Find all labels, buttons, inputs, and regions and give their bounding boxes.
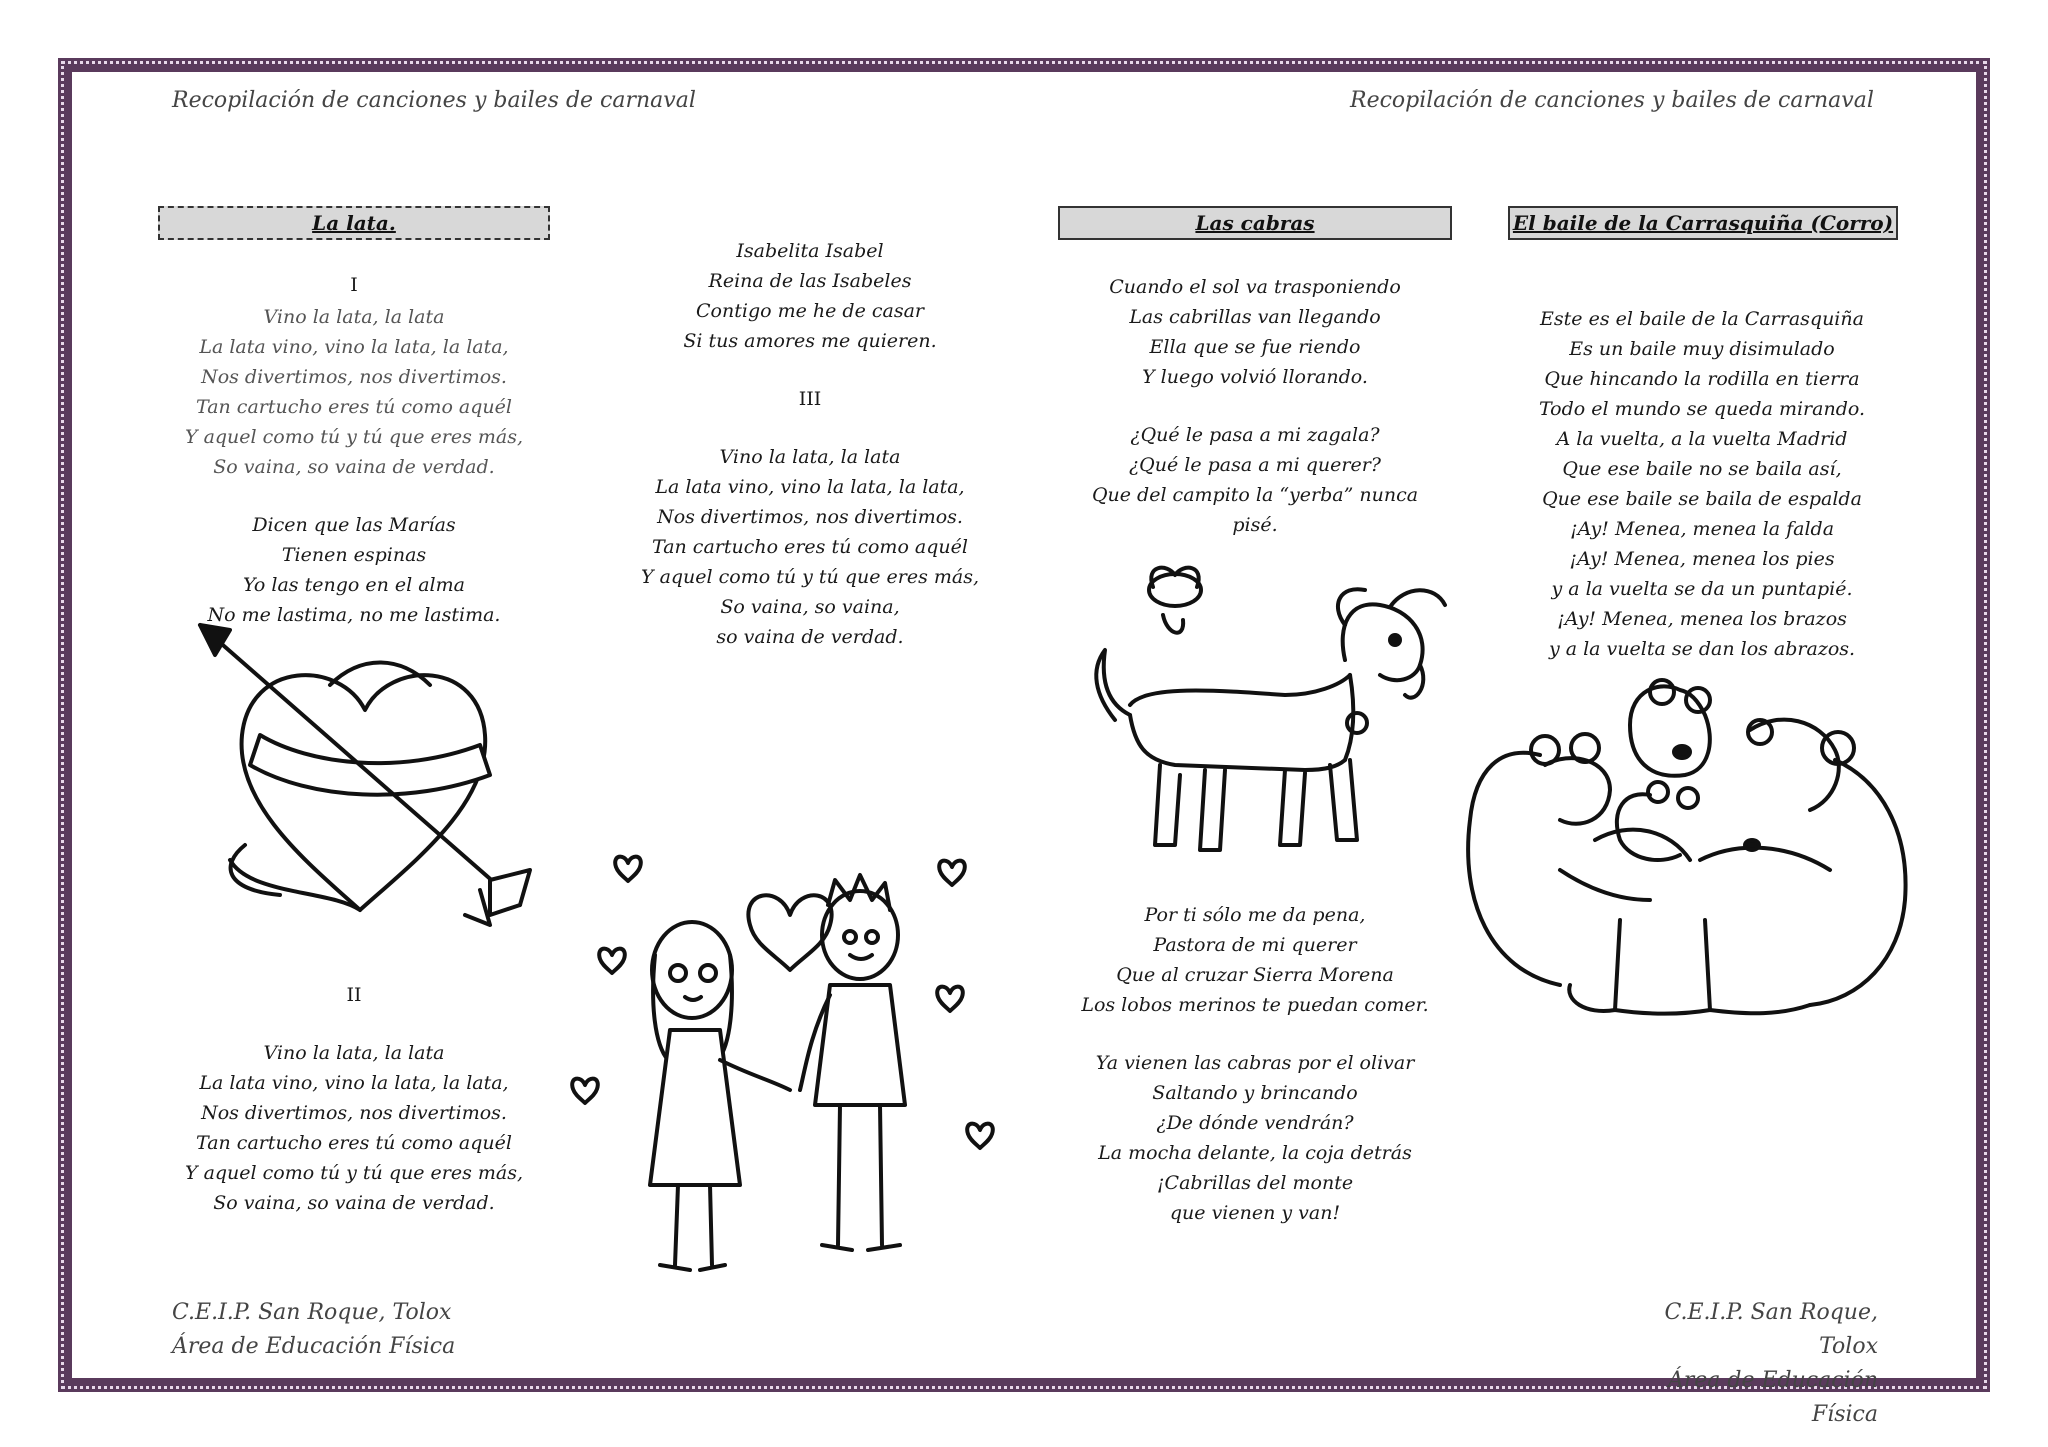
lyric-line: pisé. xyxy=(1232,514,1278,536)
stanza-list xyxy=(1040,1048,1470,1228)
stanza-list xyxy=(150,510,558,630)
lyric-line: Tan cartucho eres tú como aquél xyxy=(196,396,512,418)
header-left: Recopilación de canciones y bailes de carnaval xyxy=(172,88,696,113)
stanza-list xyxy=(150,302,558,482)
stanza-list xyxy=(1040,900,1470,1020)
stanza-list xyxy=(1040,420,1470,540)
lyric-line: Tienen espinas xyxy=(281,544,427,566)
lyric-line: y a la vuelta se da un puntapié. xyxy=(1551,578,1853,600)
lyric-line: Vino la lata, la lata xyxy=(263,306,445,328)
lyric-line: Tan cartucho eres tú como aquél xyxy=(652,536,968,558)
lyric-line: Por ti sólo me da pena, xyxy=(1144,904,1366,926)
lyric-line: Todo el mundo se queda mirando. xyxy=(1538,398,1866,420)
lyric-line: Y luego volvió llorando. xyxy=(1142,366,1368,388)
stanza-list xyxy=(1040,272,1470,392)
lyric-line: So vaina, so vaina de verdad. xyxy=(213,456,495,478)
lyric-line: Ya vienen las cabras por el olivar xyxy=(1095,1052,1415,1074)
numeral-i: I xyxy=(350,274,358,296)
numeral-iii: III xyxy=(798,388,822,410)
lyric-line: Que hincando la rodilla en tierra xyxy=(1544,368,1860,390)
lyric-line: Contigo me he de casar xyxy=(696,300,924,322)
heart-arrow-illustration xyxy=(190,615,550,935)
couple-with-hearts-illustration xyxy=(560,845,1020,1285)
stanza-list xyxy=(600,236,1020,356)
lyric-line: Reina de las Isabeles xyxy=(708,270,912,292)
bears-hugging-illustration xyxy=(1450,670,1940,1030)
header-right: Recopilación de canciones y bailes de carnaval xyxy=(1350,88,1874,113)
title-carrasquina: El baile de la Carrasquiña (Corro) xyxy=(1508,206,1898,240)
lyric-line: ¡Cabrillas del monte xyxy=(1156,1172,1354,1194)
lyric-line: Tan cartucho eres tú como aquél xyxy=(196,1132,512,1154)
goat-illustration xyxy=(1075,545,1465,865)
lyric-line: La lata vino, vino la lata, la lata, xyxy=(655,476,965,498)
lyric-line: Dicen que las Marías xyxy=(252,514,456,536)
lyric-line: y a la vuelta se dan los abrazos. xyxy=(1548,638,1856,660)
lyric-line: Que del campito la “yerba” nunca xyxy=(1091,484,1419,506)
lyric-line: Cuando el sol va trasponiendo xyxy=(1109,276,1401,298)
lyric-line: So vaina, so vaina de verdad. xyxy=(213,1192,495,1214)
lyric-line: Nos divertimos, nos divertimos. xyxy=(657,506,963,528)
lyric-line: Si tus amores me quieren. xyxy=(683,330,937,352)
footer-right-line1: C.E.I.P. San Roque, Tolox xyxy=(1664,1300,1878,1359)
title-la-lata: La lata. xyxy=(158,206,550,240)
stanza-list xyxy=(600,442,1020,652)
lyric-line: Yo las tengo en el alma xyxy=(243,574,465,596)
footer-right xyxy=(1608,1296,1878,1432)
lyric-line: Nos divertimos, nos divertimos. xyxy=(201,1102,507,1124)
title-las-cabras: Las cabras xyxy=(1058,206,1452,240)
lyric-line: A la vuelta, a la vuelta Madrid xyxy=(1556,428,1848,450)
lyric-line: Es un baile muy disimulado xyxy=(1569,338,1835,360)
lyric-line: ¡Ay! Menea, menea los brazos xyxy=(1557,608,1847,630)
lyric-line: ¿De dónde vendrán? xyxy=(1156,1112,1354,1134)
la-lata-part2 xyxy=(150,980,558,1246)
lyric-line: Las cabrillas van llegando xyxy=(1129,306,1381,328)
lyric-line: Pastora de mi querer xyxy=(1153,934,1357,956)
lyric-line: so vaina de verdad. xyxy=(716,626,904,648)
stanza-list xyxy=(150,1038,558,1218)
la-lata-continuation xyxy=(600,236,1020,680)
lyric-line: Que ese baile se baila de espalda xyxy=(1542,488,1862,510)
lyric-line: Los lobos merinos te puedan comer. xyxy=(1081,994,1429,1016)
footer-left-line2: Área de Educación Física xyxy=(172,1334,456,1359)
lyric-line: Ella que se fue riendo xyxy=(1149,336,1361,358)
lyric-line: Y aquel como tú y tú que eres más, xyxy=(184,1162,524,1184)
lyric-line: La lata vino, vino la lata, la lata, xyxy=(199,336,509,358)
las-cabras-bottom xyxy=(1040,900,1470,1256)
lyric-line: Nos divertimos, nos divertimos. xyxy=(201,366,507,388)
carrasquina-lyrics xyxy=(1480,304,1924,692)
lyric-line: Que al cruzar Sierra Morena xyxy=(1116,964,1394,986)
la-lata-part1 xyxy=(150,270,558,658)
lyric-line: Vino la lata, la lata xyxy=(719,446,901,468)
lyric-line: La lata vino, vino la lata, la lata, xyxy=(199,1072,509,1094)
lyric-line: So vaina, so vaina, xyxy=(720,596,900,618)
stanza-list xyxy=(1480,304,1924,664)
lyric-line: ¡Ay! Menea, menea la falda xyxy=(1569,518,1835,540)
lyric-line: No me lastima, no me lastima. xyxy=(207,604,501,626)
lyric-line: ¡Ay! Menea, menea los pies xyxy=(1569,548,1835,570)
numeral-ii: II xyxy=(346,984,362,1006)
lyric-line: Vino la lata, la lata xyxy=(263,1042,445,1064)
lyric-line: Y aquel como tú y tú que eres más, xyxy=(184,426,524,448)
lyric-line: La mocha delante, la coja detrás xyxy=(1098,1142,1412,1164)
lyric-line: Que ese baile no se baila así, xyxy=(1562,458,1842,480)
lyric-line: ¿Qué le pasa a mi querer? xyxy=(1129,454,1381,476)
footer-right-line2: Área de Educación Física xyxy=(1667,1368,1878,1427)
lyric-line: Isabelita Isabel xyxy=(736,240,884,262)
lyric-line: Saltando y brincando xyxy=(1152,1082,1358,1104)
footer-left-line1: C.E.I.P. San Roque, Tolox xyxy=(172,1300,452,1325)
lyric-line: Y aquel como tú y tú que eres más, xyxy=(640,566,980,588)
las-cabras-top xyxy=(1040,272,1470,568)
lyric-line: ¿Qué le pasa a mi zagala? xyxy=(1130,424,1380,446)
lyric-line: que vienen y van! xyxy=(1169,1202,1341,1224)
footer-left xyxy=(172,1296,455,1364)
lyric-line: Este es el baile de la Carrasquiña xyxy=(1540,308,1864,330)
